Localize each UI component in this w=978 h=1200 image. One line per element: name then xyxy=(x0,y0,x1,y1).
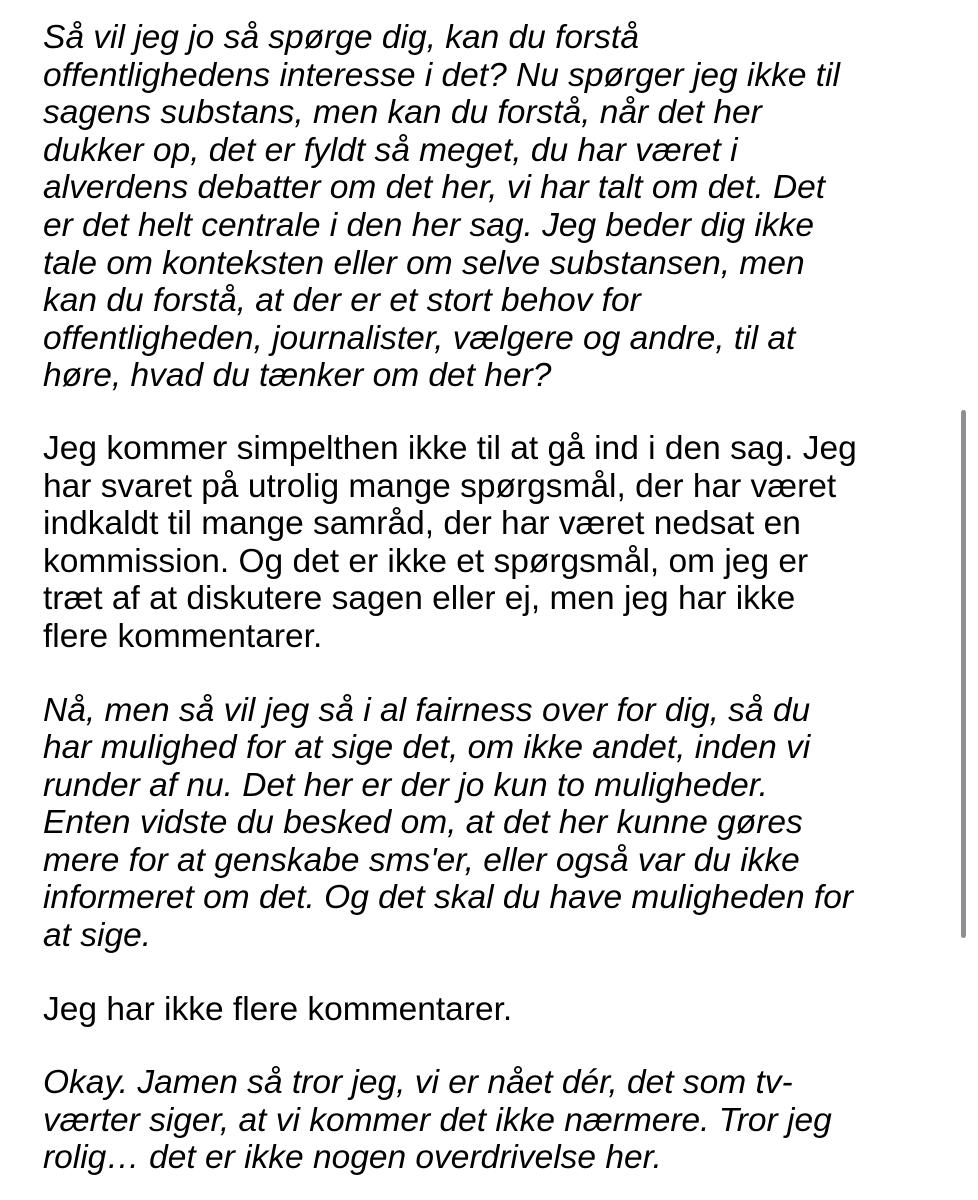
interviewer-question-3: Okay. Jamen så tror jeg, vi er nået dér, det som tv- værter siger, at vi kommer det ikke nærmere. Tror jeg rolig… det er ikke nogen overdrivelse her. xyxy=(43,1064,832,1177)
interviewer-question-2: Nå, men så vil jeg så i al fairness over for dig, så du har mulighed for at sige det, om ikke andet, inden vi runder af nu. Det her er der jo kun to muligheder. Enten vidste du besked om, at det her kunne gøres mere for at genskabe sms'er, eller også var du ikke informeret om det. Og det skal du have muligheden for at sige. xyxy=(43,691,854,955)
interviewer-question-1: Så vil jeg jo så spørge dig, kan du forstå offentlighedens interesse i det? Nu spørger jeg ikke til sagens substans, men kan du forstå, når det her dukker op, det er fyldt så meget, du har været i alverdens debatter om det her, vi har talt om det. Det er det helt centrale i den her sag. Jeg beder dig ikke tale om konteksten eller om selve substansen, men kan du forstå, at der er et stort behov for offentligheden, journalister, vælgere og andre, til at høre, hvad du tænker om det her? xyxy=(43,19,840,395)
respondent-answer-1: Jeg kommer simpelthen ikke til at gå ind i den sag. Jeg har svaret på utrolig mange spørgsmål, der har været indkaldt til mange samråd, der har været nedsat en kommission. Og det er ikke et spørgsmål, om jeg er træt af at diskutere sagen eller ej, men jeg har ikke flere kommentarer. xyxy=(43,429,857,655)
transcript-document xyxy=(43,19,943,1177)
respondent-answer-2: Jeg har ikke flere kommentarer. xyxy=(43,990,513,1028)
vertical-scrollbar[interactable] xyxy=(961,410,966,938)
